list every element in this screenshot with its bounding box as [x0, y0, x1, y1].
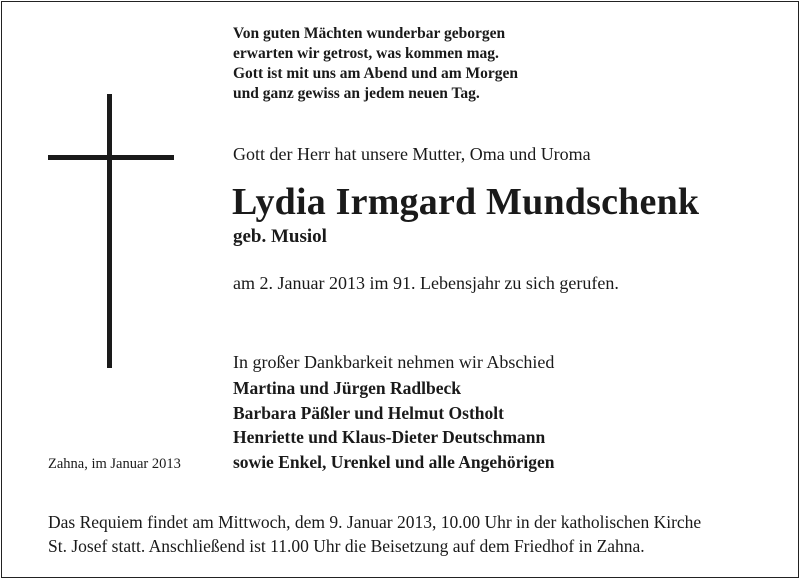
requiem-info [48, 510, 701, 558]
maiden-name: geb. Musiol [233, 226, 327, 247]
obituary-notice [1, 1, 799, 578]
poem-line: Von guten Mächten wunderbar geborgen [233, 25, 506, 42]
poem-line: und ganz gewiss an jedem neuen Tag. [233, 85, 480, 102]
cross-horizontal-bar [48, 155, 174, 160]
mourners-list [233, 376, 555, 474]
death-line: am 2. Januar 2013 im 91. Lebensjahr zu sich gerufen. [233, 273, 619, 293]
deceased-name: Lydia Irmgard Mundschenk [232, 181, 700, 223]
place-date: Zahna, im Januar 2013 [48, 456, 181, 472]
poem [233, 24, 518, 104]
cross-vertical-bar [107, 94, 112, 368]
mourner-entry: Henriette und Klaus-Dieter Deutschmann [233, 427, 546, 447]
poem-line: Gott ist mit uns am Abend und am Morgen [233, 65, 519, 82]
mourner-entry: Barbara Päßler und Helmut Ostholt [233, 402, 504, 423]
mourner-entry: Martina und Jürgen Radlbeck [233, 378, 462, 398]
requiem-line: St. Josef statt. Anschließend ist 11.00 Uhr die Beisetzung auf dem Friedhof in Zahna. [48, 536, 645, 556]
requiem-line: Das Requiem findet am Mittwoch, dem 9. Januar 2013, 10.00 Uhr in der katholischen Kirche [48, 512, 702, 532]
announcement-intro: Gott der Herr hat unsere Mutter, Oma und Uroma [233, 144, 591, 164]
farewell-intro: In großer Dankbarkeit nehmen wir Abschied [233, 352, 555, 372]
poem-line: erwarten wir getrost, was kommen mag. [233, 45, 499, 62]
mourner-entry: sowie Enkel, Urenkel und alle Angehörigen [233, 451, 555, 472]
